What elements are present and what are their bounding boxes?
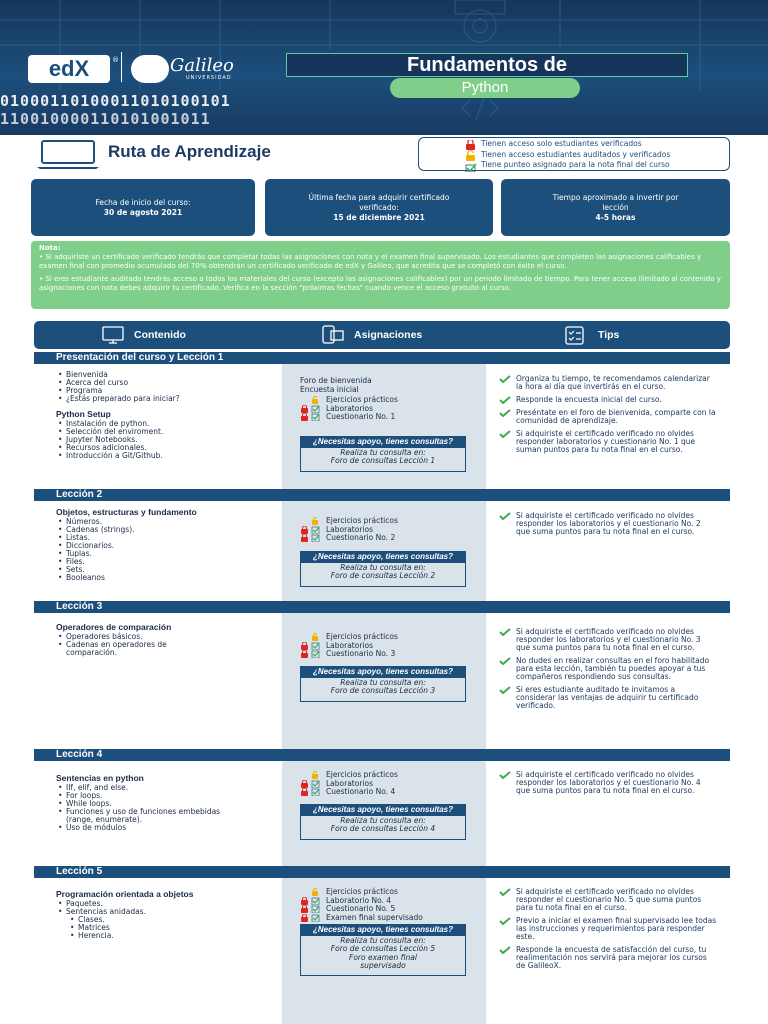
check-icon <box>499 657 511 666</box>
forum-link-final-exam[interactable]: Foro examen final supervisado <box>349 952 417 970</box>
lesson-3-tips <box>497 628 717 715</box>
help-box-lesson-3 <box>300 666 466 702</box>
list-item: • Paquetes. <box>56 900 276 908</box>
lesson-4-assignments <box>300 771 475 797</box>
assignment-item <box>300 650 475 659</box>
unlock-icon <box>300 633 324 641</box>
legend-icons <box>464 140 480 172</box>
section-bar-lesson-5: Lección 5 <box>34 866 730 878</box>
lock-graded-icon <box>300 897 324 905</box>
checklist-icon <box>564 325 586 345</box>
header-banner <box>0 0 768 135</box>
edx-logo: edX <box>28 55 110 83</box>
assignment-item <box>300 788 475 797</box>
list-item: • Recursos adicionales. <box>56 444 276 452</box>
lock-graded-icon <box>300 914 324 922</box>
laptop-icon <box>36 140 100 170</box>
unlock-icon <box>300 771 324 779</box>
assignment-label: Cuestionario No. 5 <box>326 904 396 913</box>
cert-deadline-label: Última fecha para adquirir certificado verificado: <box>308 192 450 212</box>
sub-list-item: • Clases. <box>56 916 276 924</box>
lesson-4-content <box>56 770 276 832</box>
tab-tips-label: Tips <box>598 329 620 341</box>
lesson-2-heading: Objetos, estructuras y fundamento <box>56 507 197 517</box>
tip-item: Si adquiriste el certificado verificado no olvides responder laboratorios y cuestionario No. 1 que suman puntos para tu nota final en el curso. <box>497 430 717 454</box>
list-item: • Diccionarios. <box>56 542 276 550</box>
list-item: • While loops. <box>56 800 276 808</box>
lock-graded-icon <box>300 905 324 913</box>
forum-link-lesson-3[interactable]: Foro de consultas Lección 3 <box>330 686 436 695</box>
assignment-label: Ejercicios prácticos <box>326 887 398 896</box>
tip-item: Si eres estudiante auditado te invitamos a considerar las ventajas de adquirir tu certificado verificado. <box>497 686 717 710</box>
list-item: • Bienvenida <box>56 371 276 379</box>
section-bar-lesson-3: Lección 3 <box>34 601 730 613</box>
list-item: • Files. <box>56 558 276 566</box>
list-item: • IIf, elif, and else. <box>56 784 276 792</box>
assignment-label: Laboratorios <box>326 403 373 413</box>
unlock-icon <box>300 396 324 404</box>
help-box-lesson-5 <box>300 924 466 976</box>
list-item: • Sentencias anidadas. <box>56 908 276 916</box>
check-icon <box>499 396 511 405</box>
page-subtitle: Python <box>390 78 580 98</box>
lesson-4-tips <box>497 771 717 800</box>
lesson-1-content <box>56 371 276 460</box>
list-item: • Jupyter Notebooks. <box>56 436 276 444</box>
help-box-lesson-2 <box>300 551 466 587</box>
help-box-prompt: Realiza tu consulta en: <box>340 447 426 457</box>
time-estimate-label: Tiempo aproximado a invertir por lección <box>552 192 679 212</box>
lock-icon <box>466 140 475 150</box>
note-paragraph-verified: • Si adquiriste un certificado verificado tendrás que completar todas las asignaciones con nota y el examen final supervisado. Los estudiantes que completen las asignaciones calificables y examen final con promedio acumulado del 70% obtendrán un certificado verificado de edX y Galileo, que acredita que se completó con éxito el curso. <box>39 253 702 270</box>
lesson-1-tips <box>497 375 717 459</box>
legend-item-audited: Tienen acceso estudiantes auditados y verificados <box>481 149 671 159</box>
sub-list-item: • Herencia. <box>56 932 276 940</box>
help-box-prompt: Realiza tu consulta en: <box>340 677 426 687</box>
lesson-3-content <box>56 619 276 657</box>
assignment-label: Laboratorio No. 4 <box>326 895 392 905</box>
start-date-value: 30 de agosto 2021 <box>103 207 183 217</box>
tab-contenido-label: Contenido <box>134 329 186 341</box>
mid-plain-item: Foro de bienvenida <box>300 376 372 385</box>
help-box-heading: ¿Necesitas apoyo, tienes consultas? <box>301 805 465 816</box>
assignment-label: Cuestionario No. 4 <box>326 787 396 796</box>
list-item: • Números. <box>56 518 276 526</box>
monitor-icon <box>102 326 124 344</box>
list-item: • Introducción a Git/Github. <box>56 452 276 460</box>
lesson-5-content <box>56 886 276 940</box>
cert-deadline-box <box>265 179 493 236</box>
tip-item: Organiza tu tiempo, te recomendamos calendarizar la hora al día que invertirás en el curso. <box>497 375 717 391</box>
page-title: Fundamentos de <box>406 54 567 76</box>
column-headers <box>34 321 730 349</box>
lock-graded-icon <box>300 788 324 796</box>
lesson-2-tips <box>497 512 717 541</box>
assignment-label: Ejercicios prácticos <box>326 770 398 779</box>
unlock-icon <box>466 151 475 162</box>
check-icon <box>499 686 511 695</box>
note-panel <box>31 241 730 309</box>
tab-asignaciones-label: Asignaciones <box>354 329 423 341</box>
unlock-icon <box>300 517 324 525</box>
list-item: • Programa <box>56 387 276 395</box>
assignment-label: Ejercicios prácticos <box>326 395 398 404</box>
list-item: • Booleanos <box>56 574 276 582</box>
assignment-label: Ejercicios prácticos <box>326 516 398 525</box>
check-icon <box>499 888 511 897</box>
legend-item-verified: Tienen acceso solo estudiantes verificados <box>481 139 642 148</box>
section-bar-lesson-2: Lección 2 <box>34 489 730 501</box>
assignment-label: Examen final supervisado <box>326 912 423 922</box>
tip-item: Previo a iniciar el examen final supervisado lee todas las instrucciones y requerimientos para responder este. <box>497 917 717 941</box>
forum-link-lesson-4[interactable]: Foro de consultas Lección 4 <box>330 824 436 833</box>
list-item: • Cadenas en operadores de comparación. <box>56 641 206 657</box>
assignment-label: Ejercicios prácticos <box>326 632 398 641</box>
assignment-label: Laboratorios <box>326 778 373 788</box>
section-bar-lesson-1: Presentación del curso y Lección 1 <box>34 352 730 364</box>
tip-item: Si adquiriste el certificado verificado no olvides responder el cuestionario No. 5 que suma puntos para tu nota final en el curso. <box>497 888 717 912</box>
forum-link-lesson-5[interactable]: Foro de consultas Lección 5 <box>330 944 436 953</box>
check-icon <box>499 409 511 418</box>
lesson-5-tips <box>497 888 717 975</box>
assignment-item <box>300 413 475 422</box>
list-item: • Tuplas. <box>56 550 276 558</box>
help-box-prompt: Realiza tu consulta en: <box>340 815 426 825</box>
list-item: • For loops. <box>56 792 276 800</box>
list-item: • Instalación de python. <box>56 420 276 428</box>
graded-check-icon <box>466 164 476 172</box>
help-box-heading: ¿Necesitas apoyo, tienes consultas? <box>301 925 465 936</box>
lesson-3-heading: Operadores de comparación <box>56 622 172 632</box>
time-estimate-value: 4-5 horas <box>595 212 636 222</box>
help-box-heading: ¿Necesitas apoyo, tienes consultas? <box>301 667 465 678</box>
lesson-3-assignments <box>300 633 475 659</box>
check-icon <box>499 917 511 926</box>
tab-tips <box>564 321 619 349</box>
access-legend <box>418 137 730 171</box>
help-box-lesson-4 <box>300 804 466 840</box>
tip-item: Si adquiriste el certificado verificado no olvides responder los laboratorios y el cuestionario No. 2 que suma puntos para tu nota final en el curso. <box>497 512 717 536</box>
lesson-4-heading: Sentencias en python <box>56 773 144 783</box>
tip-item: No dudes en realizar consultas en el foro habilitado para esta lección, también tu puedes apoyar a tus compañeros respondiendo sus consultas. <box>497 657 717 681</box>
mid-plain-item: Encuesta inicial <box>300 384 359 394</box>
list-item: • Acerca del curso <box>56 379 276 387</box>
check-icon <box>499 512 511 521</box>
lock-graded-icon <box>300 413 324 421</box>
lock-graded-icon <box>300 405 324 413</box>
lesson-1-heading: Python Setup <box>56 409 111 419</box>
time-estimate-box <box>501 179 730 236</box>
tab-contenido <box>102 321 186 349</box>
list-item: • Selección del enviroment. <box>56 428 276 436</box>
list-item: • Sets. <box>56 566 276 574</box>
tip-item: Si adquiriste el certificado verificado no olvides responder los laboratorios y el cuestionario No. 3 que suma puntos para tu nota final en el curso. <box>497 628 717 652</box>
forum-link-lesson-2[interactable]: Foro de consultas Lección 2 <box>330 571 436 580</box>
sub-list-item: • Matrices <box>56 924 276 932</box>
list-item: • Listas. <box>56 534 276 542</box>
tip-item: Responde la encuesta de satisfacción del curso, tu realimentación nos servirá para mejorar los cursos de GalileoX. <box>497 946 717 970</box>
help-box-prompt: Realiza tu consulta en: <box>340 562 426 572</box>
lesson-5-assignments <box>300 888 475 922</box>
check-icon <box>499 430 511 439</box>
legend-item-graded: Tiene punteo asignado para la nota final del curso <box>481 160 670 169</box>
tab-asignaciones <box>322 321 422 349</box>
help-box-prompt: Realiza tu consulta en: <box>340 935 426 945</box>
tip-item: Responde la encuesta inicial del curso. <box>497 396 717 404</box>
lock-graded-icon <box>300 642 324 650</box>
assignment-label: Cuestionario No. 3 <box>326 649 396 658</box>
section-title: Ruta de Aprendizaje <box>108 142 271 161</box>
assignment-label: Laboratorios <box>326 524 373 534</box>
assignment-label: Cuestionario No. 2 <box>326 533 396 542</box>
assignment-item <box>300 914 475 923</box>
list-item: • Operadores básicos. <box>56 633 276 641</box>
check-icon <box>499 628 511 637</box>
assignments-icon <box>322 325 344 345</box>
help-box-heading: ¿Necesitas apoyo, tienes consultas? <box>301 437 465 448</box>
note-title: Nota: <box>39 244 61 252</box>
assignment-item <box>300 534 475 543</box>
lock-graded-icon <box>300 534 324 542</box>
forum-link-lesson-1[interactable]: Foro de consultas Lección 1 <box>330 456 436 465</box>
list-item: • Funciones y uso de funciones embebidas (range, enumerate). <box>56 808 231 824</box>
lock-graded-icon <box>300 526 324 534</box>
help-box-lesson-1 <box>300 436 466 472</box>
unlock-icon <box>300 888 324 896</box>
lock-graded-icon <box>300 780 324 788</box>
lock-graded-icon <box>300 650 324 658</box>
galileo-logo-subtitle: UNIVERSIDAD <box>186 75 232 81</box>
edx-registered-mark: ® <box>112 56 119 64</box>
binary-decoration-line1: 01000110100011010100101 <box>0 92 231 110</box>
check-icon <box>499 771 511 780</box>
assignment-label: Laboratorios <box>326 640 373 650</box>
lesson-5-heading: Programación orientada a objetos <box>56 889 194 899</box>
binary-decoration-line2: 110010000110101001011 <box>0 110 211 128</box>
lesson-2-content <box>56 504 276 582</box>
start-date-box <box>31 179 255 236</box>
assignment-label: Cuestionario No. 1 <box>326 412 396 421</box>
galileo-logo: Galileo <box>170 55 234 76</box>
cert-deadline-value: 15 de diciembre 2021 <box>333 212 425 222</box>
tip-item: Si adquiriste el certificado verificado no olvides responder los laboratorios y el cuestionario No. 4 que suma puntos para tu nota final en el curso. <box>497 771 717 795</box>
start-date-label: Fecha de inicio del curso: <box>95 197 191 207</box>
list-item: • Uso de módulos <box>56 824 276 832</box>
list-item: • ¿Estás preparado para iniciar? <box>56 395 276 403</box>
list-item: • Cadenas (strings). <box>56 526 276 534</box>
check-icon <box>499 946 511 955</box>
help-box-heading: ¿Necesitas apoyo, tienes consultas? <box>301 552 465 563</box>
note-paragraph-audited: • Si eres estudiante auditado tendrás acceso a todos los materiales del curso (excepto las asignaciones calificables) por un periodo limitado de tiempo. Para tener acceso ilimitado al contenido y asignaciones con nota debes adquirir tu certificado. Verifica en la sección "próximas fechas" cuando vence el acceso gratuito al curso. <box>39 275 721 292</box>
galileo-emblem <box>131 55 169 83</box>
section-bar-lesson-4: Lección 4 <box>34 749 730 761</box>
lesson-1-assignments <box>300 377 475 422</box>
check-icon <box>499 375 511 384</box>
lesson-2-assignments <box>300 517 475 543</box>
logo-divider <box>121 52 122 82</box>
tip-item: Preséntate en el foro de bienvenida, comparte con la comunidad de aprendizaje. <box>497 409 717 425</box>
